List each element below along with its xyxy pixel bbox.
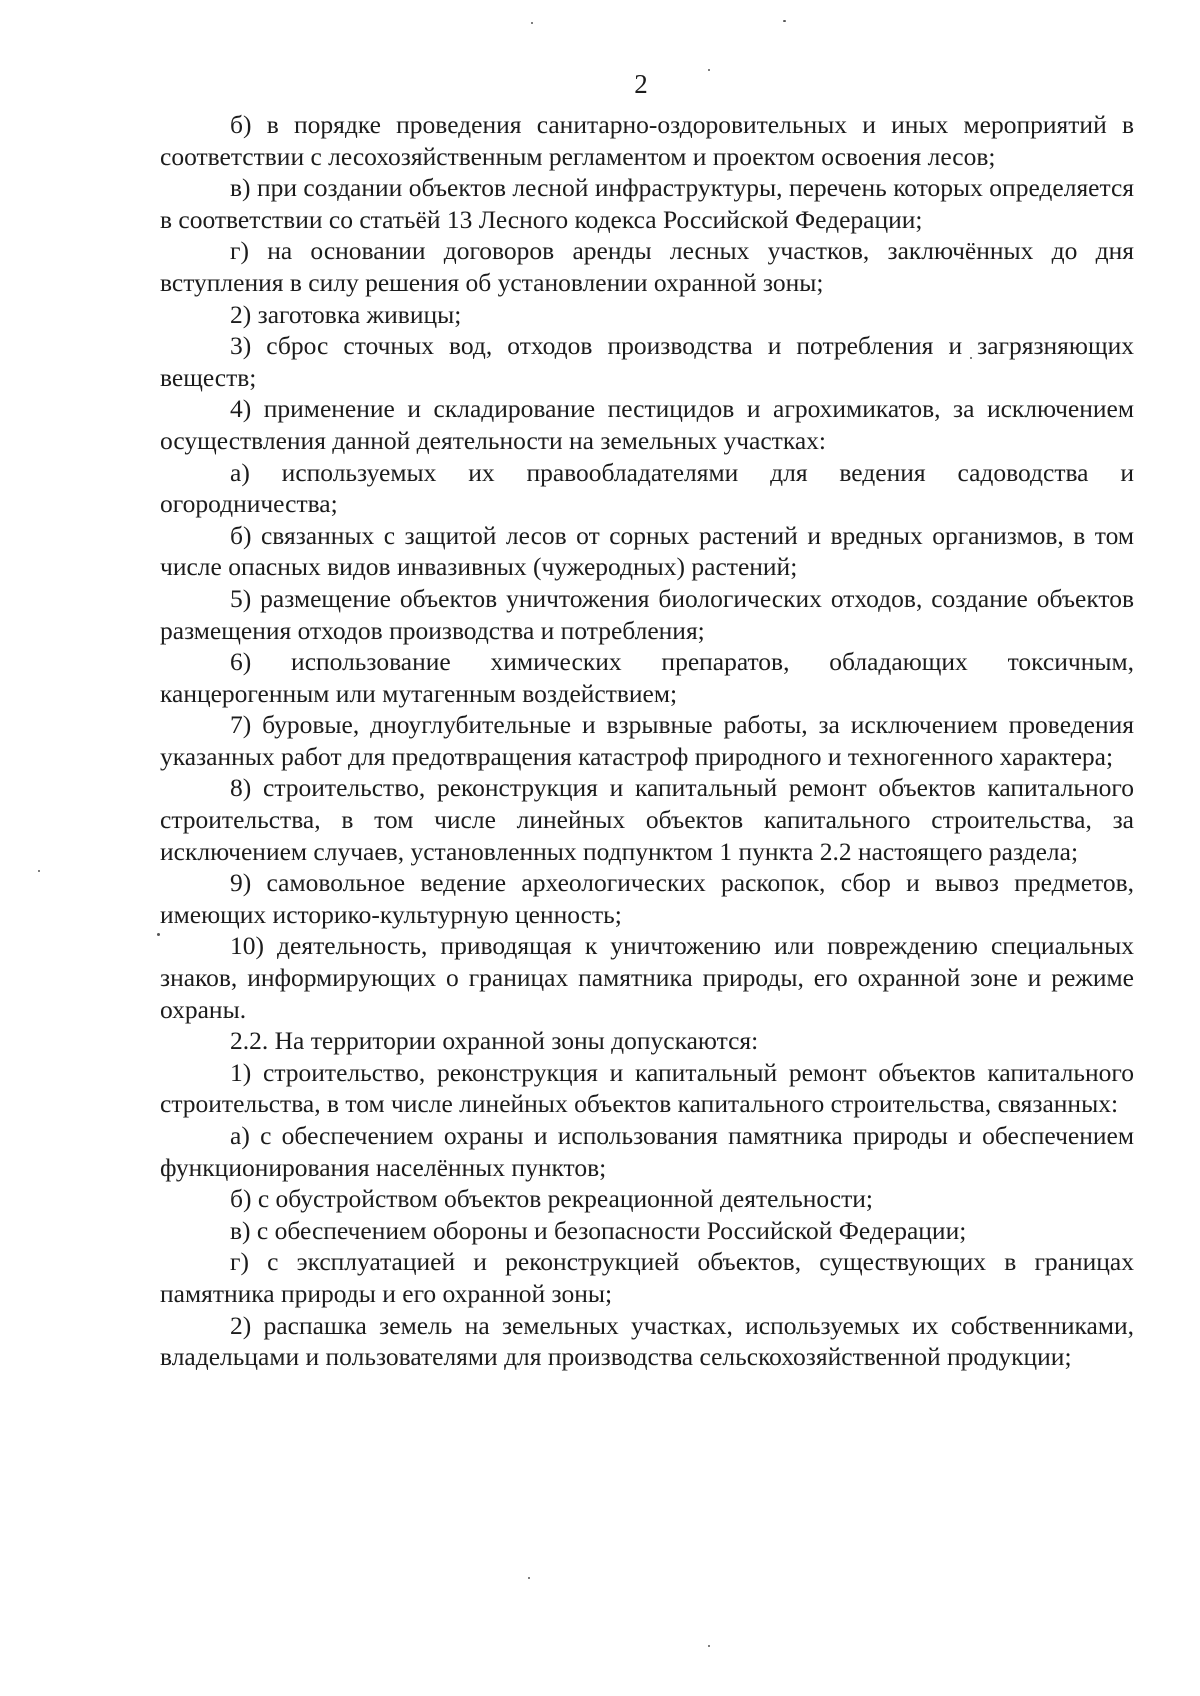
scan-speck	[528, 1577, 530, 1579]
paragraph: б) с обустройством объектов рекреационной деятельности;	[230, 1184, 874, 1214]
paragraph: 2) заготовка живицы;	[230, 299, 462, 329]
document-body	[160, 109, 1134, 1373]
paragraph: б) связанных с защитой лесов от сорных растений и вредных организмов, в том числе опасных видов инвазивных (чужеродных) растений;	[160, 520, 1134, 582]
paragraph: 10) деятельность, приводящая к уничтожению или повреждению специальных знаков, информирующих о границах памятника природы, его охранной зоне и режиме охраны.	[160, 931, 1134, 1024]
paragraph: 9) самовольное ведение археологических раскопок, сбор и вывоз предметов, имеющих историко-культурную ценность;	[160, 868, 1134, 929]
paragraph: а) с обеспечением охраны и использования памятника природы и обеспечением функционирования населённых пунктов;	[160, 1121, 1134, 1182]
paragraph: а) используемых их правообладателями для ведения садоводства и огородничества;	[160, 457, 1134, 519]
paragraph: 6) использование химических препаратов, обладающих токсичным, канцерогенным или мутагенным воздействием;	[160, 647, 1134, 708]
paragraph: 7) буровые, дноуглубительные и взрывные работы, за исключением проведения указанных работ для предотвращения катастроф природного и техногенного характера;	[160, 710, 1134, 771]
scan-speck	[783, 20, 786, 22]
paragraph: 1) строительство, реконструкция и капитальный ремонт объектов капитального строительства, в том числе линейных объектов капитального строительства, связанных:	[160, 1057, 1134, 1119]
paragraph: 4) применение и складирование пестицидов и агрохимикатов, за исключением осуществления данной деятельности на земельных участках:	[160, 394, 1134, 455]
paragraph: 3) сброс сточных вод, отходов производства и потребления и загрязняющих веществ;	[160, 331, 1134, 392]
scan-speck	[38, 870, 40, 872]
paragraph: 8) строительство, реконструкция и капитальный ремонт объектов капитального строительства, в том числе линейных объектов капитального строительства, за исключением случаев, установленных подпунктом 1 пункта 2.2 настоящего раздела;	[160, 773, 1134, 866]
paragraph: 2) распашка земель на земельных участках, используемых их собственниками, владельцами и пользователями для производства сельскохозяйственной продукции;	[160, 1310, 1134, 1372]
paragraph: г) на основании договоров аренды лесных участков, заключённых до дня вступления в силу решения об установлении охранной зоны;	[160, 236, 1134, 297]
paragraph: г) с эксплуатацией и реконструкцией объектов, существующих в границах памятника природы и его охранной зоны;	[160, 1247, 1134, 1308]
page-number: 2	[634, 69, 648, 99]
scan-speck	[531, 22, 533, 24]
paragraph: б) в порядке проведения санитарно-оздоровительных и иных мероприятий в соответствии с лесохозяйственным регламентом и проектом освоения лесов;	[160, 110, 1134, 171]
scan-speck	[708, 1645, 710, 1647]
paragraph: в) с обеспечением обороны и безопасности Российской Федерации;	[230, 1215, 967, 1245]
paragraph: 2.2. На территории охранной зоны допускаются:	[230, 1026, 759, 1056]
paragraph: в) при создании объектов лесной инфраструктуры, перечень которых определяется в соответствии со статьёй 13 Лесного кодекса Российской Федерации;	[160, 173, 1134, 234]
paragraph: 5) размещение объектов уничтожения биологических отходов, создание объектов размещения отходов производства и потребления;	[160, 583, 1134, 645]
